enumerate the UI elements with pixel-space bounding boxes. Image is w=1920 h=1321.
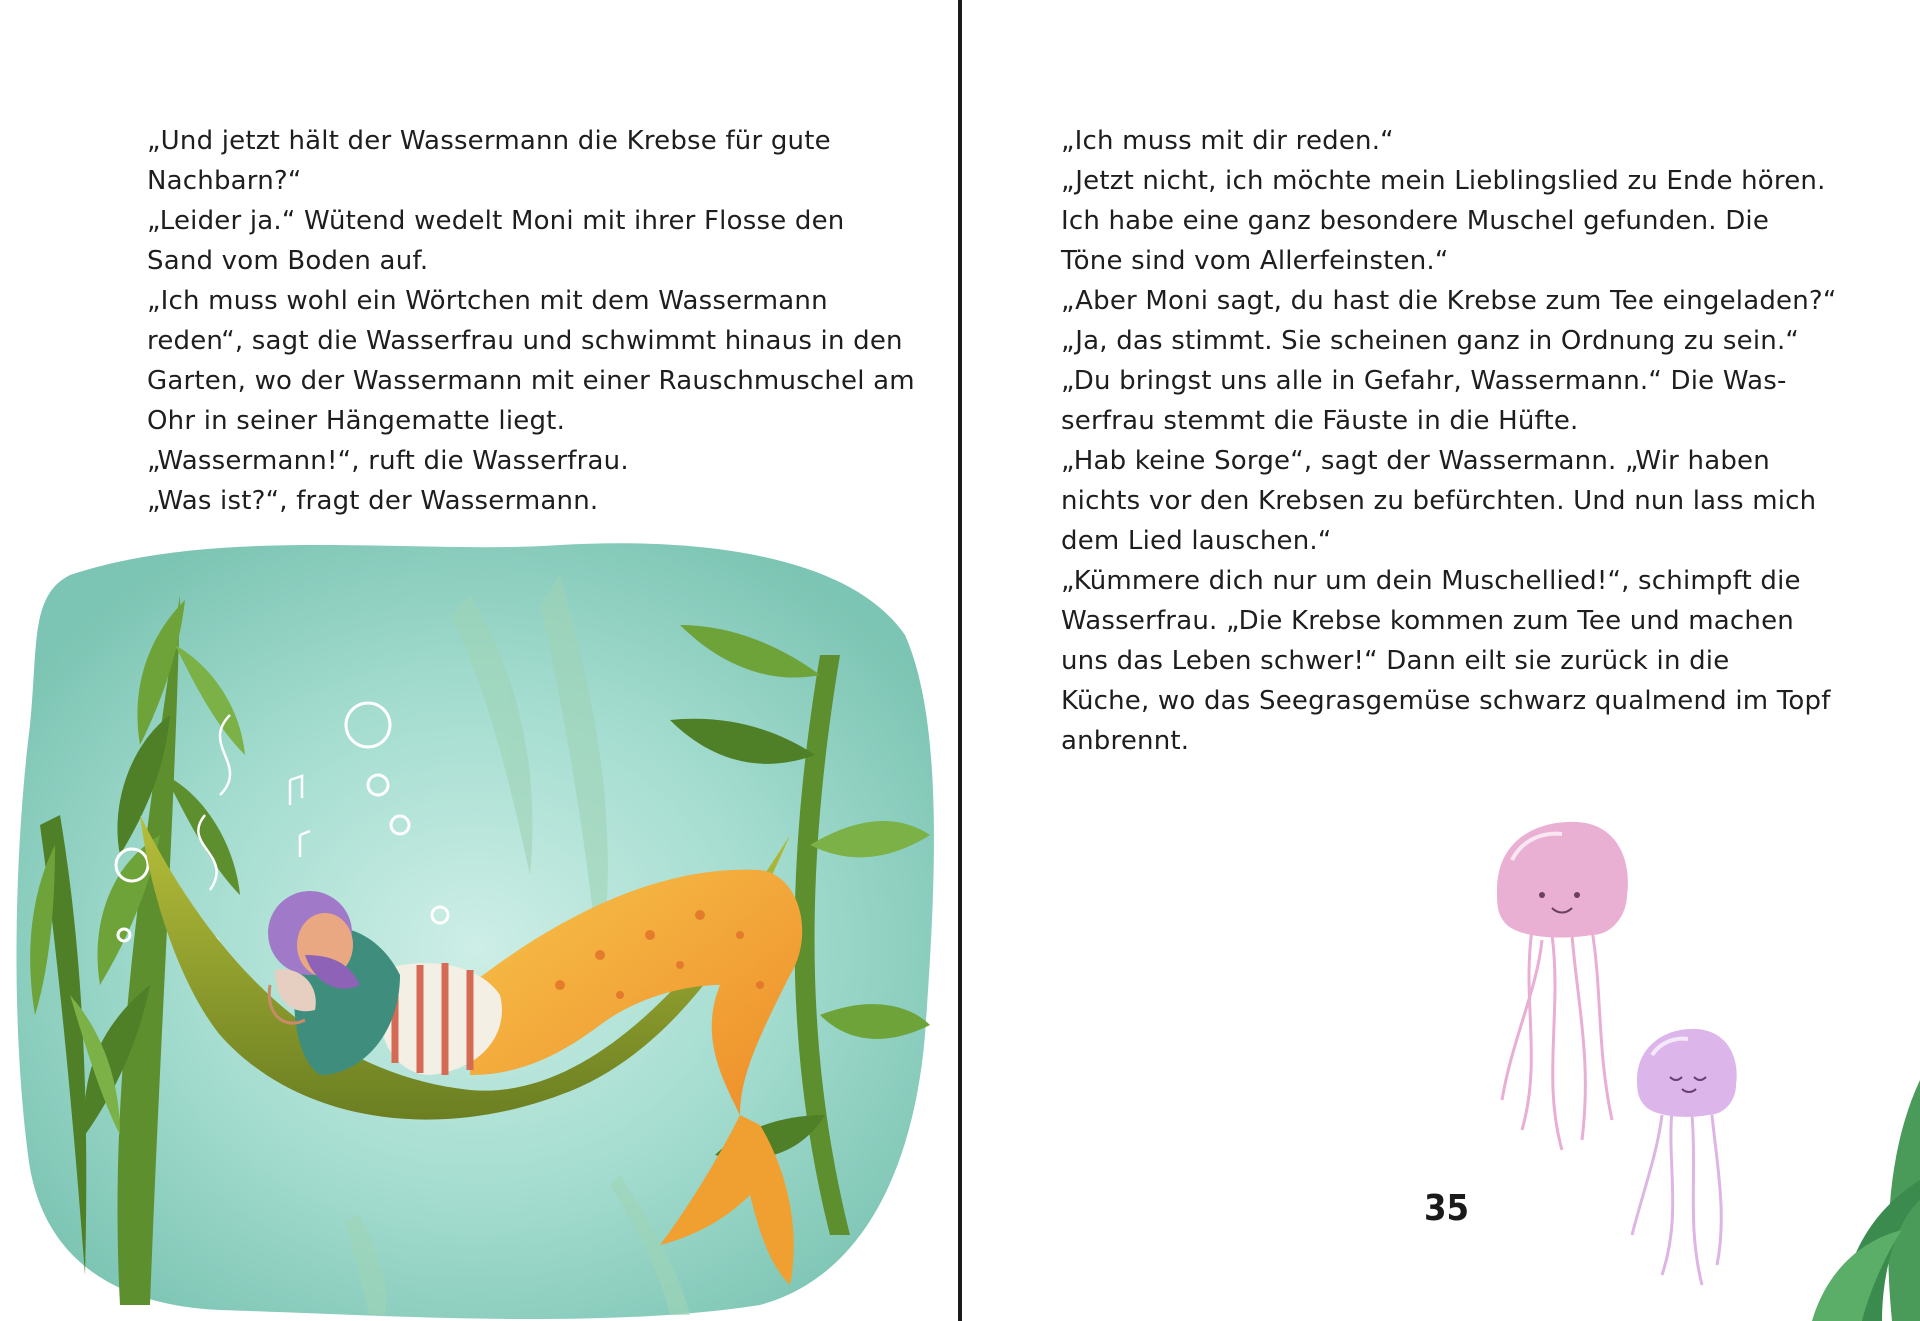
text-line: Wasserfrau. „Die Krebse kommen zum Tee und machen: [1061, 606, 1794, 636]
text-line: Garten, wo der Wassermann mit einer Rauschmuschel am: [147, 366, 915, 396]
text-line: „Leider ja.“ Wütend wedelt Moni mit ihrer Flosse den: [147, 206, 845, 236]
right-page: [962, 0, 1920, 1321]
corner-leaves: [1812, 1080, 1920, 1321]
text-line: Ohr in seiner Hängematte liegt.: [147, 406, 566, 436]
jellyfish-large: [1497, 822, 1628, 1150]
text-line: serfrau stemmt die Fäuste in die Hüfte.: [1061, 406, 1579, 436]
text-line: „Ja, das stimmt. Sie scheinen ganz in Ordnung zu sein.“: [1061, 326, 1800, 356]
text-line: „Hab keine Sorge“, sagt der Wassermann. „Wir haben: [1061, 446, 1770, 476]
text-line: Sand vom Boden auf.: [147, 246, 429, 276]
right-page-text: [1061, 121, 1837, 761]
text-line: „Und jetzt hält der Wassermann die Krebse für gute: [147, 126, 831, 156]
text-line: „Kümmere dich nur um dein Muschellied!“, schimpft die: [1061, 566, 1801, 596]
jellyfish-illustration: [1482, 800, 1920, 1321]
text-line: „Ich muss wohl ein Wörtchen mit dem Wassermann: [147, 286, 828, 316]
text-line: „Wassermann!“, ruft die Wasserfrau.: [147, 446, 629, 476]
jellyfish-small: [1632, 1029, 1737, 1285]
text-line: Küche, wo das Seegrasgemüse schwarz qualmend im Topf: [1061, 686, 1831, 716]
text-line: reden“, sagt die Wasserfrau und schwimmt hinaus in den: [147, 326, 903, 356]
text-line: Nachbarn?“: [147, 166, 302, 196]
text-line: uns das Leben schwer!“ Dann eilt sie zurück in die: [1061, 646, 1730, 676]
text-line: „Du bringst uns alle in Gefahr, Wassermann.“ Die Was-: [1061, 366, 1787, 396]
text-line: nichts vor den Krebsen zu befürchten. Und nun lass mich: [1061, 486, 1817, 516]
text-line: dem Lied lauschen.“: [1061, 526, 1332, 556]
text-line: „Ich muss mit dir reden.“: [1061, 126, 1394, 156]
page-number: 35: [1424, 1188, 1470, 1229]
text-line: Töne sind vom Allerfeinsten.“: [1061, 246, 1449, 276]
text-line: anbrennt.: [1061, 726, 1190, 756]
text-line: „Was ist?“, fragt der Wassermann.: [147, 486, 599, 516]
text-line: „Aber Moni sagt, du hast die Krebse zum Tee eingeladen?“: [1061, 286, 1837, 316]
left-page-text: [147, 121, 915, 521]
merman-hammock-illustration: [0, 515, 958, 1321]
left-page: [0, 0, 958, 1321]
text-line: „Jetzt nicht, ich möchte mein Lieblingslied zu Ende hören.: [1061, 166, 1826, 196]
text-line: Ich habe eine ganz besondere Muschel gefunden. Die: [1061, 206, 1770, 236]
